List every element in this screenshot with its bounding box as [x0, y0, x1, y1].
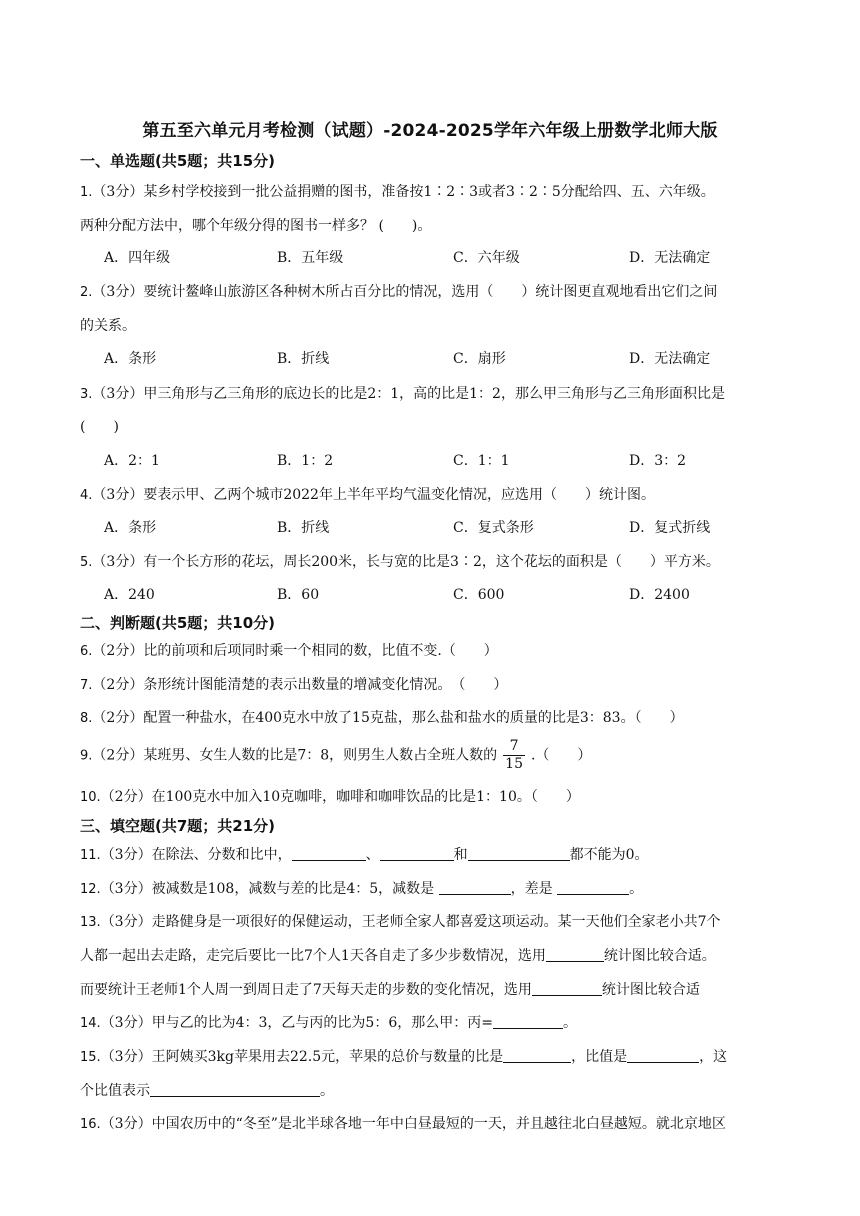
question-12	[80, 879, 800, 900]
question-text: 配置一种盐水，在400克水中放了15克盐，那么盐和盐水的质量的比是3：83。（ ）	[143, 710, 684, 726]
question-text: ，差是	[510, 881, 553, 897]
question-9	[80, 738, 800, 774]
question-score: （2分）	[92, 643, 144, 659]
option-c[interactable]: C．600	[453, 587, 505, 603]
question-number: 9.	[80, 748, 93, 764]
question-score: （3分）	[100, 1049, 152, 1065]
question-score: （3分）	[92, 554, 144, 570]
question-text: 某乡村学校接到一批公益捐赠的图书，准备按1∶2∶3或者3∶2∶5分配给四、五、六年级。	[143, 184, 715, 200]
question-text: 个比值表示	[80, 1083, 150, 1099]
question-number: 11.	[80, 848, 101, 863]
question-tail: .（ ）	[530, 747, 592, 764]
answer-blank[interactable]	[150, 1082, 320, 1097]
question-text: 在除法、分数和比中，	[151, 847, 292, 863]
question-number: 16.	[80, 1117, 101, 1132]
option-c[interactable]: C．六年级	[453, 250, 520, 266]
question-score: （2分）	[92, 747, 144, 764]
section-heading-true-false: 二、判断题(共5题；共10分)	[80, 614, 276, 632]
answer-blank[interactable]	[439, 880, 511, 895]
fraction-denominator: 15	[505, 756, 523, 772]
option-a[interactable]: A．2：1	[104, 453, 160, 469]
question-text: 要统计鳌峰山旅游区各种树木所占百分比的情况，选用（ ）统计图更直观地看出它们之间	[143, 284, 718, 300]
question-text: 要表示甲、乙两个城市2022年上半年平均气温变化情况，应选用（ ）统计图。	[143, 487, 655, 503]
answer-blank[interactable]	[557, 880, 629, 895]
answer-blank[interactable]	[468, 846, 570, 861]
question-text: 被减数是108，减数与差的比是4：5，减数是	[151, 881, 435, 897]
question-text: 统计图比较合适。	[603, 948, 716, 964]
question-score: （3分）	[100, 1116, 152, 1132]
question-score: （3分）	[92, 487, 144, 503]
question-text: 王阿姨买3kg苹果用去22.5元，苹果的总价与数量的比是	[151, 1049, 504, 1065]
answer-blank[interactable]	[503, 1048, 571, 1063]
question-13	[80, 912, 800, 933]
option-d[interactable]: D．2400	[629, 587, 690, 603]
question-score: （3分）	[100, 1015, 152, 1031]
question-text: 都不能为0。	[569, 847, 649, 863]
question-15-line-2	[80, 1081, 800, 1101]
question-number: 3.	[80, 387, 93, 402]
answer-blank[interactable]	[546, 947, 604, 962]
question-text: 某班男、女生人数的比是7：8，则男生人数占全班人数的	[143, 747, 498, 764]
question-text: 条形统计图能清楚的表示出数量的增减变化情况。 （ ）	[143, 677, 508, 693]
question-score: （3分）	[92, 184, 144, 200]
question-2	[80, 282, 800, 303]
question-text: 人都一起出去走路，走完后要比一比7个人1天各自走了多少步数情况，选用	[80, 948, 546, 964]
page-title: 第五至六单元月考检测（试题）-2024-2025学年六年级上册数学北师大版	[142, 121, 718, 141]
question-text: 在100克水中加入10克咖啡，咖啡和咖啡饮品的比是1：10。（ ）	[151, 789, 580, 805]
option-c[interactable]: C．扇形	[453, 351, 506, 367]
option-b[interactable]: B．折线	[277, 520, 330, 536]
question-number: 7.	[80, 678, 93, 693]
question-3-line-2: ( )	[80, 419, 119, 435]
question-number: 8.	[80, 711, 93, 726]
question-16	[80, 1114, 800, 1135]
answer-blank[interactable]	[532, 981, 602, 996]
question-13-line-2	[80, 946, 800, 966]
question-text: 中国农历中的“冬至”是北半球各地一年中白昼最短的一天，并且越往北白昼越短。就北京地区	[151, 1116, 726, 1132]
question-10	[80, 787, 800, 808]
question-text: 。	[562, 1015, 577, 1031]
question-15	[80, 1047, 800, 1068]
question-text: 走路健身是一项很好的保健运动，王老师全家人都喜爱这项运动。某一天他们全家老小共7个	[151, 914, 721, 930]
question-text: 。	[629, 881, 644, 897]
answer-blank[interactable]	[493, 1014, 563, 1029]
option-a[interactable]: A．条形	[104, 351, 157, 367]
question-number: 12.	[80, 882, 101, 897]
question-3	[80, 384, 800, 405]
question-number: 5.	[80, 555, 93, 570]
question-score: （2分）	[92, 677, 144, 693]
option-b[interactable]: B．1：2	[277, 453, 334, 469]
question-number: 14.	[80, 1016, 101, 1031]
option-b[interactable]: B．折线	[277, 351, 330, 367]
question-score: （2分）	[92, 710, 144, 726]
section-heading-single-choice: 一、单选题(共5题；共15分)	[80, 152, 276, 170]
option-c[interactable]: C．1：1	[453, 453, 510, 469]
question-score: （2分）	[100, 789, 152, 805]
answer-blank[interactable]	[380, 846, 454, 861]
question-13-line-3	[80, 980, 800, 1000]
question-score: （3分）	[92, 386, 144, 402]
question-text: 比的前项和后项同时乘一个相同的数，比值不变.（ ）	[143, 643, 498, 659]
question-number: 2.	[80, 285, 93, 300]
option-d[interactable]: D．3：2	[629, 453, 687, 469]
answer-blank[interactable]	[627, 1048, 699, 1063]
question-score: （3分）	[100, 847, 152, 863]
question-text: 和	[453, 847, 468, 863]
option-a[interactable]: A．240	[104, 587, 155, 603]
question-text: ，比值是	[571, 1049, 628, 1065]
option-d[interactable]: D．复式折线	[629, 520, 711, 536]
question-number: 1.	[80, 185, 93, 200]
answer-blank[interactable]	[292, 846, 366, 861]
question-text: 。	[320, 1083, 334, 1099]
question-text: 而要统计王老师1个人周一到周日走了7天每天走的步数的变化情况，选用	[80, 982, 532, 998]
question-1	[80, 182, 800, 203]
option-d[interactable]: D．无法确定	[629, 250, 711, 266]
question-2-line-2: 的关系。	[80, 318, 136, 334]
question-4	[80, 485, 800, 506]
question-number: 4.	[80, 488, 93, 503]
option-a[interactable]: A．四年级	[104, 250, 171, 266]
option-d[interactable]: D．无法确定	[629, 351, 711, 367]
question-number: 15.	[80, 1050, 101, 1065]
question-1-line-2: 两种分配方法中，哪个年级分得的图书一样多？ ( )。	[80, 218, 432, 234]
option-b[interactable]: B．60	[277, 587, 320, 603]
question-text: 有一个长方形的花坛，周长200米，长与宽的比是3∶2，这个花坛的面积是（ ）平方米。	[143, 554, 720, 570]
option-c[interactable]: C．复式条形	[453, 520, 534, 536]
question-14	[80, 1013, 800, 1034]
question-score: （3分）	[100, 881, 152, 897]
question-text: 甲与乙的比为4：3，乙与丙的比为5：6，那么甲：丙=	[151, 1015, 493, 1031]
option-b[interactable]: B．五年级	[277, 250, 344, 266]
option-a[interactable]: A．条形	[104, 520, 157, 536]
question-5	[80, 552, 800, 573]
question-score: （3分）	[92, 284, 144, 300]
question-number: 13.	[80, 915, 101, 930]
section-heading-fill-in: 三、填空题(共7题；共21分)	[80, 817, 276, 835]
question-text: 统计图比较合适	[601, 982, 700, 998]
question-text: ，这	[699, 1049, 728, 1065]
question-8	[80, 708, 800, 729]
question-number: 6.	[80, 644, 93, 659]
fraction-numerator: 7	[503, 738, 525, 756]
question-score: （3分）	[100, 914, 152, 930]
question-text: 、	[365, 847, 380, 863]
question-6	[80, 641, 800, 662]
question-number: 10.	[80, 790, 101, 805]
question-7	[80, 675, 800, 696]
question-11	[80, 845, 800, 866]
question-text: 甲三角形与乙三角形的底边长的比是2：1，高的比是1：2，那么甲三角形与乙三角形面积比是	[143, 386, 725, 402]
fraction	[503, 738, 525, 773]
